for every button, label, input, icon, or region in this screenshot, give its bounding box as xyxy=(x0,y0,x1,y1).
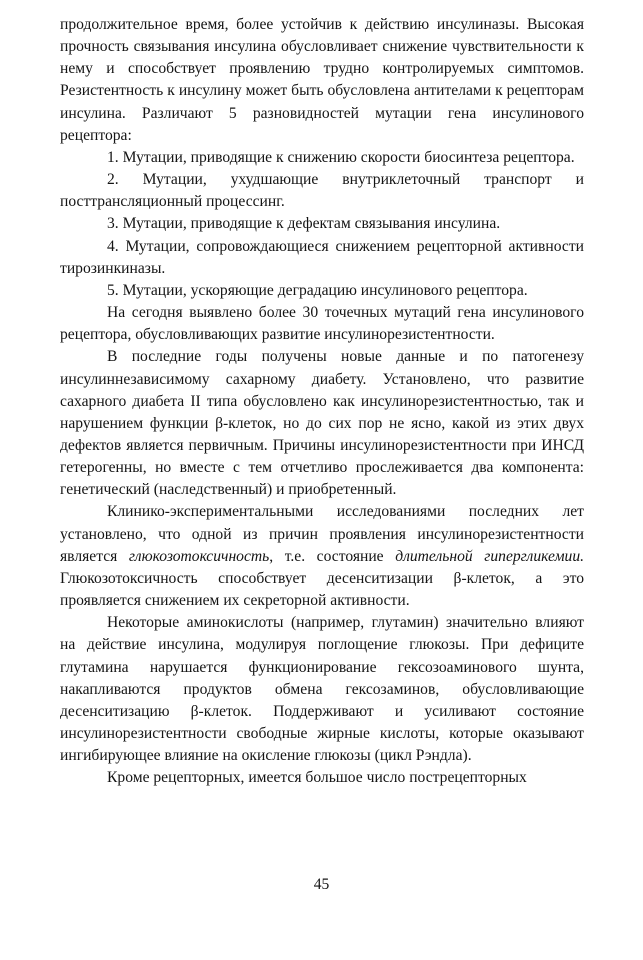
text-run: 2. Мутации, ухудшающие внутриклеточный транспорт и посттрансляционный процессинг. xyxy=(60,171,584,211)
text-run: 1. Мутации, приводящие к снижению скорости биосинтеза рецептора. xyxy=(107,148,575,166)
text-run: 5. Мутации, ускоряющие деградацию инсулинового рецептора. xyxy=(107,281,528,299)
paragraph xyxy=(60,147,584,169)
paragraph xyxy=(60,346,584,501)
paragraph xyxy=(60,14,584,147)
text-run: Кроме рецепторных, имеется большое число пострецепторных xyxy=(107,769,527,787)
text-run: Некоторые аминокислоты (например, глутамин) значительно влияют на действие инсулина, модулируя поглощение глюкозы. При дефиците глутамина нарушается функционирование гексозоаминового шунта, накапливаются продуктов обмена гексозаминов, обусловливающие десенситизацию β-клеток. Поддерживают и усиливают состояние инсулинорезистентности свободные жирные кислоты, которые оказывают ингибирующее влияние на окисление глюкозы (цикл Рэндла). xyxy=(60,614,584,765)
paragraph xyxy=(60,501,584,612)
text-run: 4. Мутации, сопровождающиеся снижением рецепторной активности тирозинкиназы. xyxy=(60,237,584,277)
text-run: Клинико-экспериментальными исследованиями последних лет установлено, что одной из причин проявления инсулинорезистентности является xyxy=(60,503,584,565)
paragraph xyxy=(60,169,584,213)
page-text xyxy=(60,14,584,789)
text-run: продолжительное время, более устойчив к действию инсулиназы. Высокая прочность связывания инсулина обусловливает снижение чувствительности к нему и способствует проявлению трудно контролируемых симптомов. Резистентность к инсулину может быть обусловлена антителами к рецепторам инсулина. Различают 5 разновидностей мутации гена инсулинового рецептора: xyxy=(60,16,584,144)
paragraph xyxy=(60,767,584,789)
paragraph xyxy=(60,280,584,302)
paragraph xyxy=(60,302,584,346)
text-run: В последние годы получены новые данные и по патогенезу инсулиннезависимому сахарному диабету. Установлено, что развитие сахарного диабета II типа обусловлено как инсулинорезистентностью, так и нарушением функции β-клеток, но до сих пор не ясно, какой из этих двух дефектов является первичным. Причины инсулинорезистентности при ИНСД гетерогенны, но вместе с тем отчетливо прослеживается два компонента: генетический (наследственный) и приобретенный. xyxy=(60,348,584,499)
paragraph xyxy=(60,213,584,235)
italic-term: глюкозотоксичность xyxy=(128,547,270,565)
italic-term: длительной гипергликемии. xyxy=(395,547,585,565)
paragraph xyxy=(60,612,584,767)
text-run: Глюкозотоксичность способствует десенситизации β-клеток, а это проявляется снижением их секреторной активности. xyxy=(60,569,584,610)
text-run: 3. Мутации, приводящие к дефектам связывания инсулина. xyxy=(107,215,501,233)
text-run: На сегодня выявлено более 30 точечных мутаций гена инсулинового рецептора, обусловливающих развитие инсулинорезистентности. xyxy=(60,304,584,344)
page-number: 45 xyxy=(313,876,330,893)
paragraph xyxy=(60,236,584,280)
text-run: , т.е. состояние xyxy=(269,547,396,565)
